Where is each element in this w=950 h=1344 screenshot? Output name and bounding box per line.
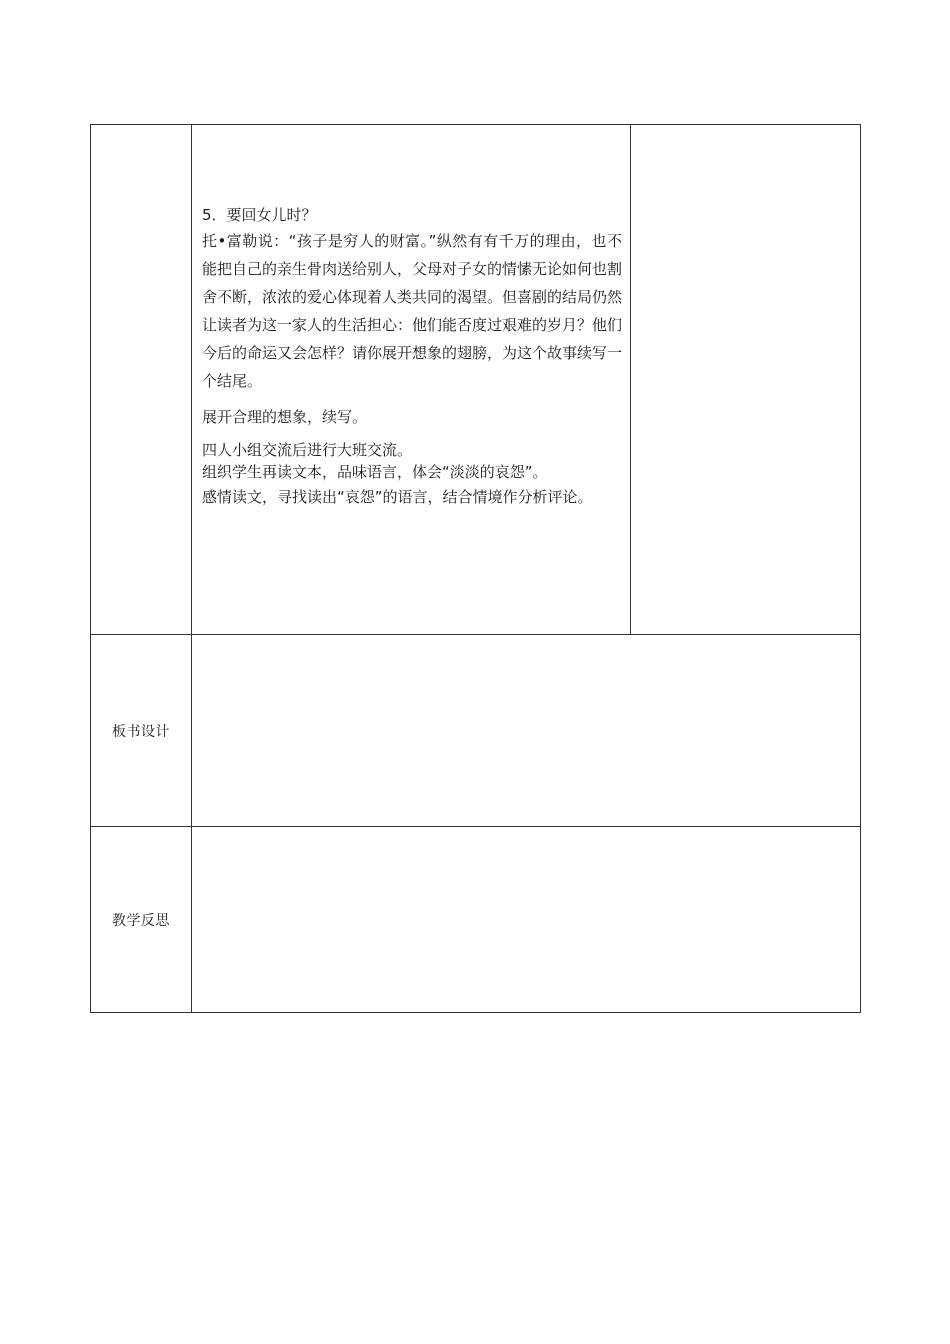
organize-text: 组织学生再读文本，品味语言，体会“淡淡的哀怨”。 [202,463,548,481]
board-design-content [192,635,861,827]
board-design-label: 板书设计 [91,635,192,827]
analyze-text: 感情读文，寻找读出“哀怨”的语言，结合情境作分析评论。 [202,488,593,506]
reflection-content [192,827,861,1013]
activity-content-cell [192,125,631,635]
activity-row [91,125,861,635]
group-text: 四人小组交流后进行大班交流。 [202,441,413,459]
activity-notes-cell [631,125,861,635]
quote-paragraph: 托•富勒说：“孩子是穷人的财富。”纵然有有千万的理由，也不能把自己的亲生骨肉送给别人，父母对子女的情愫无论如何也割舍不断，浓浓的爱心体现着人类共同的渴望。但喜剧的结局仍然让读者为这一家人的生活担心：他们能否度过艰难的岁月？他们今后的命运又会怎样？请你展开想象的翅膀，为这个故事续写一个结尾。 [202,232,623,390]
question-text: 5．要回女儿时？ [202,206,317,224]
reflection-label: 教学反思 [91,827,192,1013]
board-design-row [91,635,861,827]
reflection-row [91,827,861,1013]
lesson-plan-table [90,124,861,1013]
activity-label-cell [91,125,192,635]
imagine-text: 展开合理的想象，续写。 [202,408,368,426]
